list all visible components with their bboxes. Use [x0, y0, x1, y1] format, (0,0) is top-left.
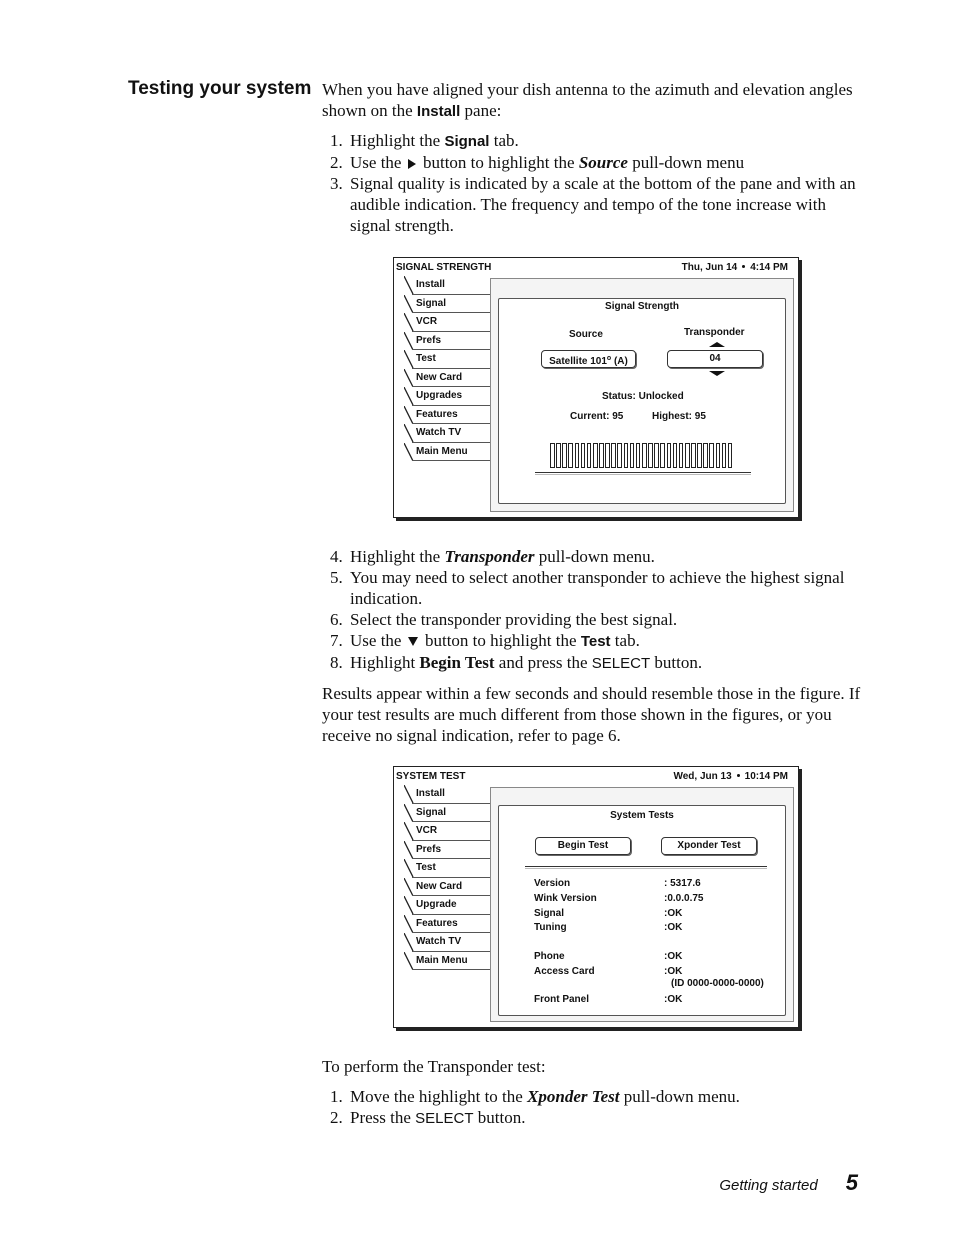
- meter-bar: [667, 443, 672, 468]
- meter-bar: [654, 443, 659, 468]
- meter-bar: [581, 443, 586, 468]
- tab-features[interactable]: [404, 406, 490, 425]
- xponder-test-button[interactable]: Xponder Test: [661, 837, 757, 855]
- install-term: Install: [416, 103, 461, 120]
- tab-label: Watch TV: [416, 936, 462, 947]
- list-item: 1. Move the highlight to the Xponder Test pull-down menu.: [330, 1087, 740, 1106]
- section-heading: Testing your system: [128, 78, 312, 99]
- tab-main-menu[interactable]: [404, 952, 490, 971]
- tab-label: Main Menu: [416, 445, 468, 457]
- meter-bar: [617, 443, 622, 468]
- meter-bar: [716, 443, 721, 468]
- tab-vcr[interactable]: [404, 822, 490, 841]
- begin-test-button[interactable]: Begin Test: [535, 837, 631, 855]
- results-list: Version : 5317.6 Wink Version :0.0.0.75 Signal :OK Tuning :OK Phone :OK Access Card :OK (ID 0000-0000-0000) Front Panel :OK: [534, 878, 764, 1005]
- tab-new-card[interactable]: [404, 878, 490, 897]
- transponder-dropdown[interactable]: 04: [667, 350, 763, 368]
- tab-upgrades[interactable]: [404, 387, 490, 406]
- meter-bar: [556, 443, 561, 468]
- tab-features[interactable]: [404, 915, 490, 934]
- tab-list: [404, 276, 490, 461]
- meter-bar: [685, 443, 690, 468]
- list-item: 7. Use the button to highlight the Test tab.: [330, 631, 640, 650]
- meter-bar: [648, 443, 653, 468]
- meter-bar: [703, 443, 708, 468]
- tab-edge-icon: [404, 406, 414, 424]
- list-item: 4. Highlight the Transponder pull-down menu.: [330, 547, 655, 566]
- meter-bar: [593, 443, 598, 468]
- meter-bar: [599, 443, 604, 468]
- meter-bar: [611, 443, 616, 468]
- transponder-intro: To perform the Transponder test:: [322, 1057, 546, 1076]
- tab-label: New Card: [416, 880, 463, 892]
- steps-list-c: [322, 1086, 867, 1129]
- system-test-screen: [393, 766, 799, 1028]
- tab-edge-icon: [404, 313, 414, 331]
- meter-bar: [630, 443, 635, 468]
- tab-label: VCR: [416, 316, 438, 327]
- tab-edge-icon: [404, 369, 414, 387]
- meter-bar: [575, 443, 580, 468]
- chevron-up-icon[interactable]: [709, 342, 725, 347]
- tab-upgrade[interactable]: [404, 896, 490, 915]
- meter-baseline: [535, 472, 751, 475]
- list-item: 1. Highlight the Signal tab.: [330, 131, 519, 150]
- system-tests-pane: [498, 805, 786, 1016]
- highest-value: Highest: 95: [652, 411, 706, 422]
- tab-label: VCR: [416, 825, 438, 836]
- source-label: Source: [569, 329, 603, 340]
- meter-bar: [660, 443, 665, 468]
- screen-title: SYSTEM TEST: [396, 771, 466, 782]
- tab-test[interactable]: [404, 350, 490, 369]
- tab-edge-icon: [404, 952, 414, 970]
- screen-title: SIGNAL STRENGTH: [396, 262, 492, 273]
- tab-label: Install: [416, 788, 445, 799]
- tab-edge-icon: [404, 387, 414, 405]
- meter-bar: [709, 443, 714, 468]
- right-arrow-icon: [408, 159, 416, 169]
- list-item: 2. Use the button to highlight the Source pull-down menu: [330, 153, 745, 172]
- divider: [525, 866, 767, 869]
- signal-pane: [498, 298, 786, 504]
- tab-label: Signal: [416, 806, 447, 818]
- tab-label: Test: [416, 862, 436, 873]
- meter-bar: [562, 443, 567, 468]
- tab-label: Features: [416, 917, 458, 929]
- tab-watch-tv[interactable]: [404, 933, 490, 952]
- footer-section: Getting started: [719, 1177, 818, 1194]
- tab-edge-icon: [404, 878, 414, 896]
- screen-clock: Wed, Jun 13 10:14 PM: [673, 771, 788, 782]
- tab-label: Upgrade: [416, 899, 457, 910]
- tab-prefs[interactable]: [404, 841, 490, 860]
- screen-clock: Thu, Jun 14 4:14 PM: [681, 262, 788, 273]
- list-item: 2. Press the SELECT button.: [330, 1108, 526, 1127]
- tab-prefs[interactable]: [404, 332, 490, 351]
- tab-signal[interactable]: [404, 295, 490, 314]
- meter-bar: [679, 443, 684, 468]
- meter-bar: [605, 443, 610, 468]
- tab-label: Prefs: [416, 843, 442, 855]
- tab-test[interactable]: [404, 859, 490, 878]
- tab-edge-icon: [404, 896, 414, 914]
- tab-edge-icon: [404, 822, 414, 840]
- tab-edge-icon: [404, 859, 414, 877]
- list-item: 6. Select the transponder providing the best signal.: [330, 610, 678, 629]
- tab-watch-tv[interactable]: [404, 424, 490, 443]
- tab-vcr[interactable]: [404, 313, 490, 332]
- tab-edge-icon: [404, 915, 414, 933]
- page-footer: [719, 1170, 858, 1196]
- steps-list-b: [322, 546, 867, 674]
- meter-bar: [587, 443, 592, 468]
- steps-list-a: [322, 130, 867, 236]
- tab-new-card[interactable]: [404, 369, 490, 388]
- signal-meter: [550, 443, 734, 468]
- tab-label: Watch TV: [416, 427, 462, 438]
- transponder-label: Transponder: [684, 327, 745, 338]
- tab-edge-icon: [404, 424, 414, 442]
- tab-list: [404, 785, 490, 970]
- tab-label: Signal: [416, 297, 447, 309]
- tab-edge-icon: [404, 350, 414, 368]
- tab-label: Install: [416, 279, 445, 290]
- pane-title: System Tests: [610, 810, 674, 821]
- tab-install[interactable]: [404, 785, 490, 804]
- tab-main-menu[interactable]: [404, 443, 490, 462]
- list-item: 5. You may need to select another transponder to achieve the highest signal indication.: [330, 568, 845, 608]
- meter-bar: [624, 443, 629, 468]
- tab-label: Test: [416, 353, 436, 364]
- tab-edge-icon: [404, 276, 414, 294]
- tab-edge-icon: [404, 443, 414, 461]
- tab-edge-icon: [404, 332, 414, 350]
- meter-bar: [728, 443, 733, 468]
- meter-bar: [568, 443, 573, 468]
- meter-bar: [636, 443, 641, 468]
- meter-bar: [697, 443, 702, 468]
- meter-bar: [722, 443, 727, 468]
- signal-strength-screen: [393, 257, 799, 518]
- tab-label: Prefs: [416, 334, 442, 346]
- source-dropdown[interactable]: Satellite 101$^o$ (A): [541, 350, 636, 368]
- tab-label: Features: [416, 408, 458, 420]
- pane-title: Signal Strength: [605, 301, 679, 312]
- chevron-down-icon[interactable]: [709, 371, 725, 376]
- tab-edge-icon: [404, 295, 414, 313]
- tab-label: New Card: [416, 371, 463, 383]
- intro-paragraph: When you have aligned your dish antenna to the azimuth and elevation angles shown on the Install pane:: [322, 80, 853, 120]
- tab-label: Main Menu: [416, 954, 468, 966]
- results-paragraph: Results appear within a few seconds and should resemble those in the figure. If your test results are much different from those shown in the figures, or you receive no signal indication, refer to page 6.: [322, 684, 861, 745]
- tab-signal[interactable]: [404, 804, 490, 823]
- tab-label: Upgrades: [416, 390, 463, 401]
- meter-bar: [550, 443, 555, 468]
- current-value: Current: 95: [570, 411, 624, 422]
- list-item: 8. Highlight Begin Test and press the SELECT button.: [330, 653, 703, 672]
- tab-edge-icon: [404, 804, 414, 822]
- meter-bar: [642, 443, 647, 468]
- tab-edge-icon: [404, 785, 414, 803]
- tab-edge-icon: [404, 933, 414, 951]
- tab-edge-icon: [404, 841, 414, 859]
- page-number: 5: [845, 1170, 858, 1195]
- list-item: 3. Signal quality is indicated by a scale at the bottom of the pane and with an audible indication. The frequency and tempo of the tone increase with signal strength.: [330, 174, 856, 235]
- tab-install[interactable]: [404, 276, 490, 295]
- status-text: Status: Unlocked: [602, 391, 684, 402]
- down-arrow-icon: [408, 637, 418, 646]
- meter-bar: [691, 443, 696, 468]
- meter-bar: [673, 443, 678, 468]
